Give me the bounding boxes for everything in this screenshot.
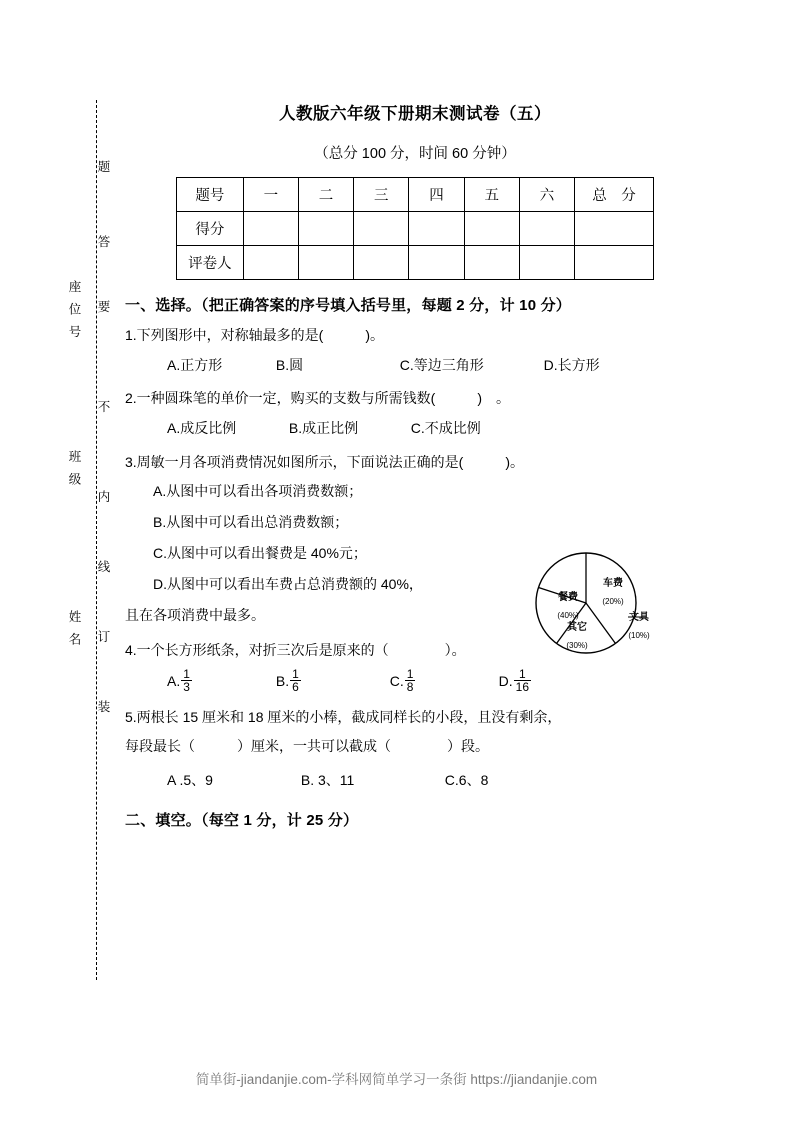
option-b-label: B. [275, 672, 290, 689]
question-1-options [125, 354, 705, 376]
score-cell-input[interactable] [519, 212, 574, 246]
option-a[interactable] [167, 666, 272, 695]
option-a-label: A. [167, 672, 181, 689]
table-row [177, 246, 654, 280]
footer-watermark: 简单街-jiandanjie.com-学科网简单学习一条街 https://jiandanjie.com [195, 1072, 598, 1087]
option-c[interactable] [389, 666, 495, 695]
option-a[interactable]: A.成反比例 [167, 420, 237, 437]
score-cell: 三 [354, 178, 409, 212]
table-row [177, 212, 654, 246]
fraction-one-sixth: $\frac{1}{6}$ [292, 666, 299, 695]
option-c-label: C. [389, 672, 404, 689]
fraction-one-eighth: $\frac{1}{8}$ [406, 666, 414, 695]
question-4-stem: 4.一个长方形纸条，对折三次后是原来的（ ）。 [125, 641, 466, 658]
pie-slice-label-qita: 其它 (30%) [566, 622, 588, 651]
option-a[interactable]: A.正方形 [167, 357, 223, 373]
option-c[interactable]: C.不成比例 [410, 420, 481, 437]
score-cell: 二 [298, 178, 353, 212]
question-5-stem-cont: 每段最长（ ）厘米，一共可以截成（ ）段。 [125, 737, 489, 754]
option-a[interactable]: A .5、9 [167, 771, 213, 788]
score-cell-input[interactable] [354, 212, 409, 246]
seal-label-nei: 内 [96, 490, 110, 506]
question-3-option-d[interactable]: D.从图中可以看出车费占总消费额的 40%， [153, 575, 423, 592]
pie-slice-label-canfei: 餐费 (40%) [557, 592, 579, 621]
question-4-options [125, 666, 705, 695]
seal-label-zhuang: 装 [96, 700, 110, 716]
question-3-option-a[interactable]: A.从图中可以看出各项消费数额； [153, 482, 363, 499]
option-b[interactable]: B. 3、11 [300, 771, 355, 788]
page-title: 人教版六年级下册期末测试卷（五） [279, 105, 551, 123]
score-cell: 评卷人 [177, 246, 244, 280]
seal-label-ding: 订 [96, 630, 110, 646]
question-2-stem: 2.一种圆珠笔的单价一定，购买的支数与所需钱数( ) 。 [125, 390, 510, 407]
seal-label-ti: 题 [96, 160, 110, 176]
score-cell-input[interactable] [243, 212, 298, 246]
question-3-option-b[interactable]: B.从图中可以看出总消费数额； [153, 513, 349, 530]
score-cell-input[interactable] [298, 246, 353, 280]
score-cell: 四 [409, 178, 464, 212]
seal-field-seat: 座位号 [67, 280, 81, 348]
score-cell-input[interactable] [464, 246, 519, 280]
score-cell-input[interactable] [243, 246, 298, 280]
option-c[interactable]: C.等边三角形 [399, 357, 484, 373]
score-cell-input[interactable] [519, 246, 574, 280]
question-5-options [125, 769, 705, 791]
option-b[interactable]: B.成正比例 [288, 420, 359, 437]
question-1-stem: 1.下列图形中，对称轴最多的是( )。 [125, 327, 384, 343]
score-cell-input[interactable] [464, 212, 519, 246]
question-5-stem: 5.两根长 15 厘米和 18 厘米的小棒，截成同样长的小段，且没有剩余， [125, 708, 562, 725]
question-3-option-c[interactable]: C.从图中可以看出餐费是 40%元； [153, 544, 367, 561]
option-b[interactable]: B.圆 [275, 357, 304, 373]
fraction-one-third: $\frac{1}{3}$ [183, 666, 190, 695]
score-cell-input[interactable] [409, 212, 464, 246]
section-heading-2: 二、填空。（每空 1 分，计 25 分） [125, 812, 359, 830]
table-row [177, 178, 654, 212]
option-d-label: D. [498, 672, 513, 689]
fraction-one-sixteenth: $\frac{1}{16}$ [515, 666, 530, 695]
seal-label-da: 答 [96, 235, 110, 251]
score-cell: 一 [243, 178, 298, 212]
score-cell-input[interactable] [409, 246, 464, 280]
consumption-pie-chart [520, 545, 660, 665]
section-heading-1: 一、选择。（把正确答案的序号填入括号里，每题 2 分，计 10 分） [125, 297, 571, 314]
score-cell: 得分 [177, 212, 244, 246]
option-c[interactable]: C.6、8 [444, 771, 489, 788]
pie-slice-label-wenju: 文具 (10%) [628, 612, 650, 641]
exam-content [125, 100, 705, 840]
seal-field-class: 班级 [67, 450, 81, 495]
seal-field-name: 姓名 [67, 610, 81, 655]
option-d[interactable]: D.长方形 [543, 357, 600, 373]
question-3-option-d-cont: 且在各项消费中最多。 [125, 606, 265, 623]
score-cell-input[interactable] [298, 212, 353, 246]
question-3-stem: 3.周敏一月各项消费情况如图所示，下面说法正确的是( )。 [125, 453, 524, 470]
score-cell: 五 [464, 178, 519, 212]
score-cell-input[interactable] [575, 212, 654, 246]
score-cell: 题号 [177, 178, 244, 212]
score-cell: 总 分 [575, 178, 654, 212]
score-table [176, 177, 654, 280]
page-subtitle: （总分 100 分，时间 60 分钟） [314, 146, 516, 162]
score-cell-input[interactable] [575, 246, 654, 280]
score-cell: 六 [519, 178, 574, 212]
score-cell-input[interactable] [354, 246, 409, 280]
seal-label-bu: 不 [96, 400, 110, 416]
seal-label-xian: 线 [96, 560, 110, 576]
option-d[interactable] [498, 666, 532, 695]
seal-label-yao: 要 [96, 300, 110, 316]
seal-column [60, 100, 130, 980]
option-b[interactable] [275, 666, 386, 695]
question-2-options [125, 417, 705, 439]
pie-slice-label-chefei: 车费 (20%) [602, 578, 624, 607]
